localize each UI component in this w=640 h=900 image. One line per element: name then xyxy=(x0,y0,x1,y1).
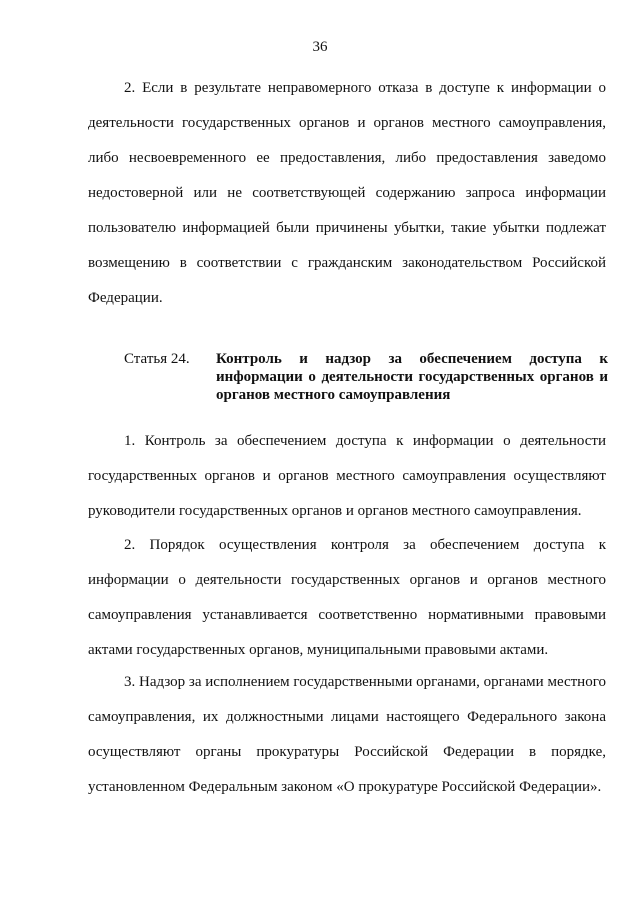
paragraph-supervision-3: 3. Надзор за исполнением государственными органами, органами местного самоуправления, их должностными лицами настоящего Федерального закона осуществляют органы прокуратуры Российской Федерации в порядке, установленном Федеральным законом «О прокуратуре Российской Федерации». xyxy=(88,674,606,795)
article-number: Статья 24. xyxy=(124,351,190,367)
paragraph-control-1: 1. Контроль за обеспечением доступа к информации о деятельности государственных органов и органов местного самоуправления осуществляют руководители государственных органов и органов местного самоуправления. xyxy=(88,433,606,519)
paragraph-damages: 2. Если в результате неправомерного отказа в доступе к информации о деятельности государственных органов и органов местного самоуправления, либо несвоевременного ее предоставления, либо предоставления заведомо недостоверной или не соответствующей содержанию запроса информации пользователю информацией были причинены убытки, такие убытки подлежат возмещению в соответствии с гражданским законодательством Российской Федерации. xyxy=(88,80,606,306)
article-title: Контроль и надзор за обеспечением доступа к информации о деятельности государственных органов и органов местного самоуправления xyxy=(216,351,608,403)
page-number: 36 xyxy=(312,39,328,55)
paragraph-control-2: 2. Порядок осуществления контроля за обеспечением доступа к информации о деятельности государственных органов и органов местного самоуправления устанавливается соответственно нормативными правовыми актами государственных органов, муниципальными правовыми актами. xyxy=(88,537,606,658)
article-heading xyxy=(124,350,608,404)
